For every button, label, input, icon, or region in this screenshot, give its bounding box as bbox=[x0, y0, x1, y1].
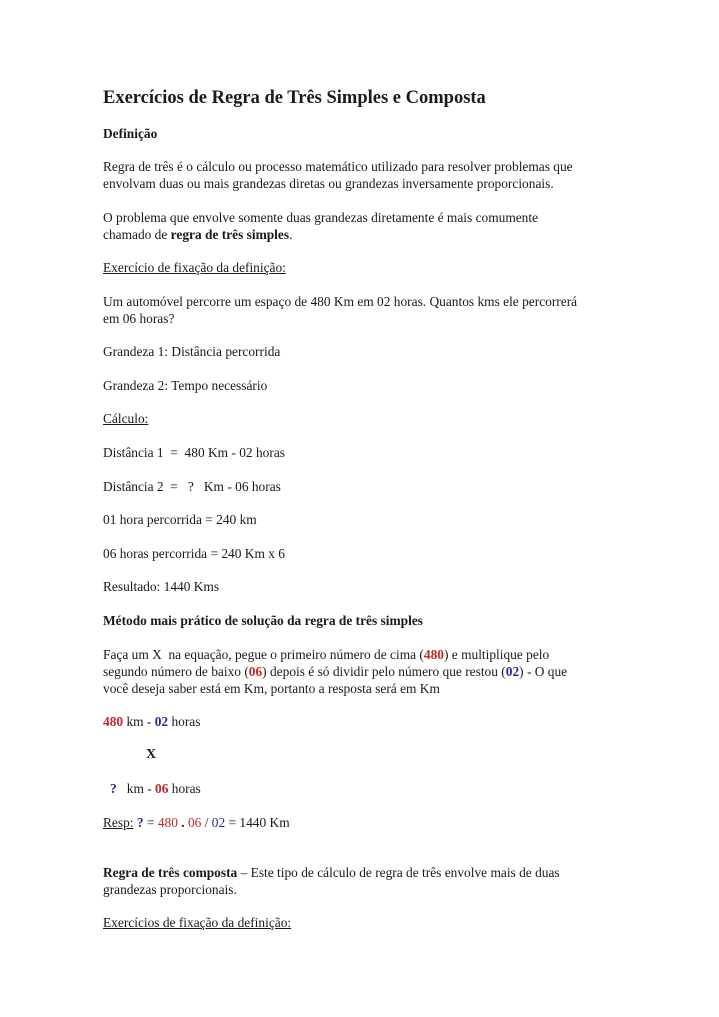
document-title: Exercícios de Regra de Três Simples e Composta bbox=[103, 88, 486, 108]
text-run: ) e multiplique pelo bbox=[443, 647, 550, 662]
exercise-heading: Exercícios de fixação da definição: bbox=[103, 915, 292, 930]
text-run: chamado de bbox=[103, 227, 171, 242]
compound-rule-line bbox=[103, 864, 560, 881]
answer-number: 480 bbox=[157, 815, 178, 830]
unknown-mark: ? bbox=[136, 815, 144, 830]
text-run: / bbox=[201, 815, 212, 830]
one-hour-line: 01 hora percorrida = 240 km bbox=[103, 512, 257, 527]
simple-rule-paragraph-line: O problema que envolve somente duas grandezas diretamente é mais comumente bbox=[103, 210, 539, 225]
text-run: horas bbox=[168, 714, 201, 729]
definition-paragraph-line: envolvam duas ou mais grandezas diretas ou grandezas inversamente proporcionais. bbox=[103, 176, 554, 191]
method-paragraph-line bbox=[103, 646, 549, 663]
calculation-heading: Cálculo: bbox=[103, 411, 149, 426]
highlight-number: 02 bbox=[505, 664, 520, 679]
highlight-number: 480 bbox=[423, 647, 444, 662]
highlight-number: 06 bbox=[155, 781, 169, 796]
exercise-heading: Exercício de fixação da definição: bbox=[103, 260, 286, 275]
method-paragraph-line bbox=[103, 663, 567, 680]
six-hours-line: 06 horas percorrida = 240 Km x 6 bbox=[103, 546, 285, 561]
method-heading: Método mais prático de solução da regra de três simples bbox=[103, 613, 423, 628]
highlight-number: 02 bbox=[154, 714, 169, 729]
answer-number: 02 bbox=[211, 815, 226, 830]
result-line: Resultado: 1440 Kms bbox=[103, 579, 220, 594]
text-run: = bbox=[143, 815, 158, 830]
text-run: – Este tipo de cálculo de regra de três envolve mais de duas bbox=[237, 865, 560, 880]
distance-1-line: Distância 1 = 480 Km - 02 horas bbox=[103, 445, 285, 460]
equation-top-line bbox=[103, 713, 200, 730]
method-paragraph-line: você deseja saber está em Km, portanto a resposta será em Km bbox=[103, 681, 440, 696]
bold-term: Regra de três composta bbox=[103, 865, 238, 880]
definition-heading: Definição bbox=[103, 126, 158, 141]
text-run: ) depois é só dividir pelo número que restou ( bbox=[262, 664, 506, 679]
highlight-number: 480 bbox=[103, 714, 124, 729]
text-run: = 1440 Km bbox=[225, 815, 290, 830]
exercise-question-line: em 06 horas? bbox=[103, 311, 175, 326]
equation-bottom-line bbox=[110, 780, 201, 797]
text-run: Faça um X na equação, pegue o primeiro número de cima ( bbox=[103, 647, 424, 662]
compound-rule-line: grandezas proporcionais. bbox=[103, 882, 237, 897]
answer-line bbox=[103, 814, 290, 831]
text-run: segundo número de baixo ( bbox=[103, 664, 249, 679]
text-run: ) - O que bbox=[519, 664, 568, 679]
answer-label: Resp: bbox=[103, 815, 134, 830]
exercise-question-line: Um automóvel percorre um espaço de 480 Km em 02 horas. Quantos kms ele percorrerá bbox=[103, 294, 578, 309]
quantity-2: Grandeza 2: Tempo necessário bbox=[103, 378, 268, 393]
highlight-number: 06 bbox=[248, 664, 263, 679]
text-run: . bbox=[289, 227, 293, 242]
unknown-mark: ? bbox=[110, 781, 117, 796]
simple-rule-paragraph-line bbox=[103, 226, 292, 243]
quantity-1: Grandeza 1: Distância percorrida bbox=[103, 344, 281, 359]
text-run: horas bbox=[168, 781, 201, 796]
answer-number: 06 bbox=[187, 815, 202, 830]
definition-paragraph-line: Regra de três é o cálculo ou processo matemático utilizado para resolver problemas que bbox=[103, 159, 573, 174]
text-run: . bbox=[177, 815, 188, 830]
bold-term: regra de três simples bbox=[170, 227, 290, 242]
text-run: km - bbox=[123, 714, 155, 729]
cross-multiply-x: X bbox=[146, 747, 157, 762]
text-run: km - bbox=[116, 781, 156, 796]
distance-2-line: Distância 2 = ? Km - 06 horas bbox=[103, 479, 281, 494]
